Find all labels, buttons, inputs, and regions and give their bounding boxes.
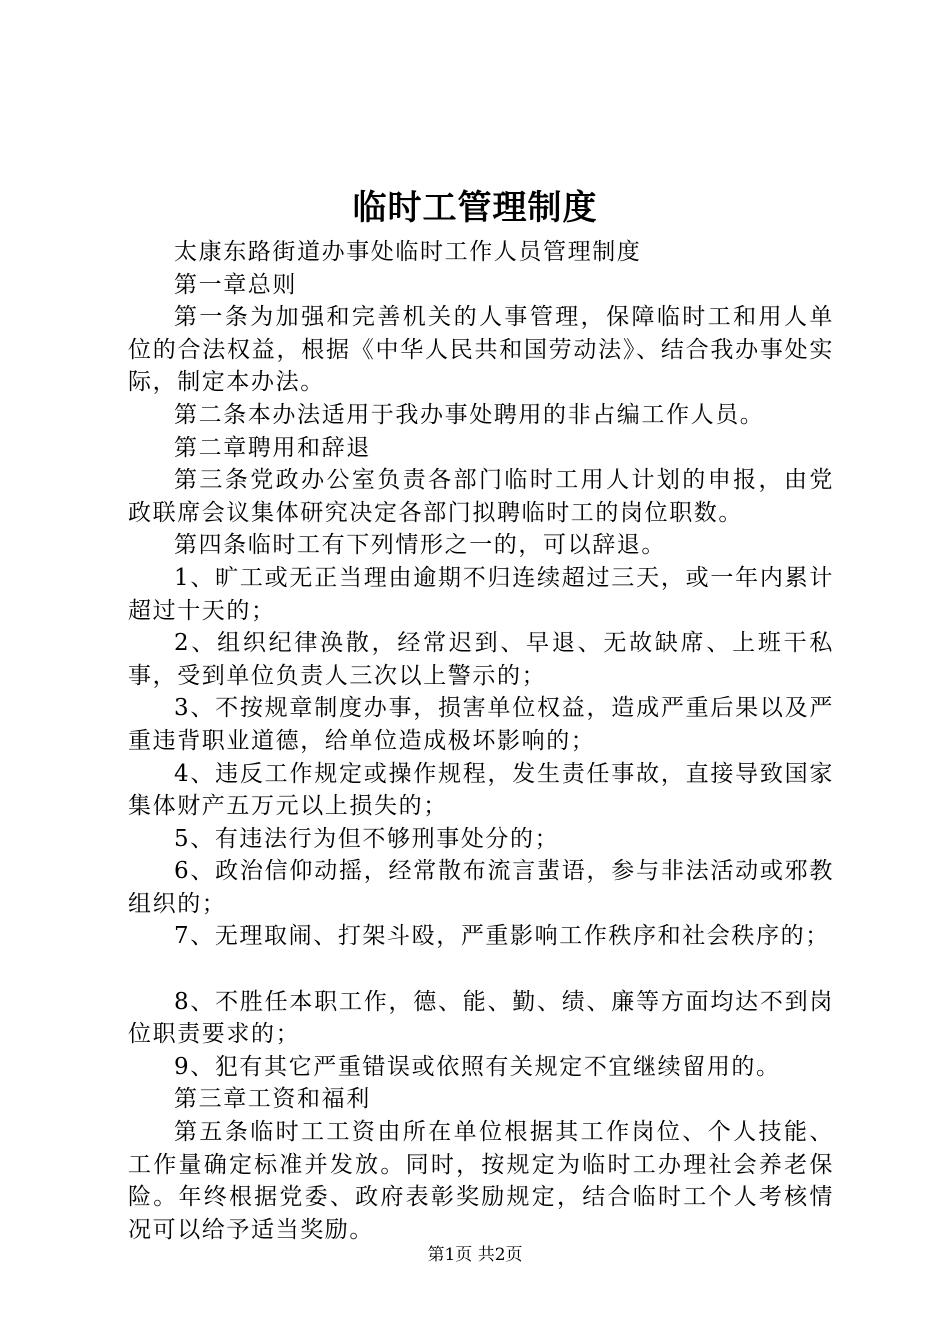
chapter-heading: 第一章总则 bbox=[174, 271, 297, 298]
article-paragraph: 第四条临时工有下列情形之一的，可以辞退。 bbox=[174, 532, 666, 559]
list-item: 2、组织纪律涣散，经常迟到、早退、无故缺席、上班干私事，受到单位负责人三次以上警示的； bbox=[128, 630, 834, 689]
list-item: 3、不按规章制度办事，损害单位权益，造成严重后果以及严重违背职业道德，给单位造成极坏影响的； bbox=[128, 695, 834, 754]
list-item: 1、旷工或无正当理由逾期不归连续超过三天，或一年内累计超过十天的； bbox=[128, 564, 834, 624]
page-number-footer: 第1页 共2页 bbox=[427, 1245, 523, 1265]
article-paragraph: 第二条本办法适用于我办事处聘用的非占编工作人员。 bbox=[174, 401, 765, 428]
article-paragraph: 第五条临时工工资由所在单位根据其工作岗位、个人技能、工作量确定标准并发放。同时，按规定为临时工办理社会养老保险。年终根据党委、政府表彰奖励规定，结合临时工个人考核情况可以给予适当奖励。 bbox=[128, 1119, 834, 1243]
subtitle-paragraph: 太康东路街道办事处临时工作人员管理制度 bbox=[174, 239, 642, 265]
chapter-heading: 第二章聘用和辞退 bbox=[174, 434, 371, 461]
article-paragraph: 第三条党政办公室负责各部门临时工用人计划的申报，由党政联席会议集体研究决定各部门拟聘临时工的岗位职数。 bbox=[128, 467, 834, 526]
list-item: 9、犯有其它严重错误或依照有关规定不宜继续留用的。 bbox=[174, 1053, 781, 1080]
list-item: 4、违反工作规定或操作规程，发生责任事故，直接导致国家集体财产五万元以上损失的； bbox=[128, 760, 834, 820]
blank-line bbox=[128, 953, 834, 986]
document-body bbox=[128, 236, 834, 1246]
article-paragraph: 第一条为加强和完善机关的人事管理，保障临时工和用人单位的合法权益，根据《中华人民共和国劳动法》、结合我办事处实际，制定本办法。 bbox=[128, 304, 834, 396]
list-item: 5、有违法行为但不够刑事处分的； bbox=[174, 825, 560, 852]
list-item: 8、不胜任本职工作，德、能、勤、绩、廉等方面均达不到岗位职责要求的； bbox=[128, 988, 834, 1048]
chapter-heading: 第三章工资和福利 bbox=[174, 1086, 371, 1113]
list-item: 7、无理取闹、打架斗殴，严重影响工作秩序和社会秩序的； bbox=[174, 923, 830, 950]
list-item: 6、政治信仰动摇，经常散布流言蜚语，参与非法活动或邪教组织的； bbox=[128, 858, 834, 917]
document-title: 临时工管理制度 bbox=[352, 188, 598, 228]
